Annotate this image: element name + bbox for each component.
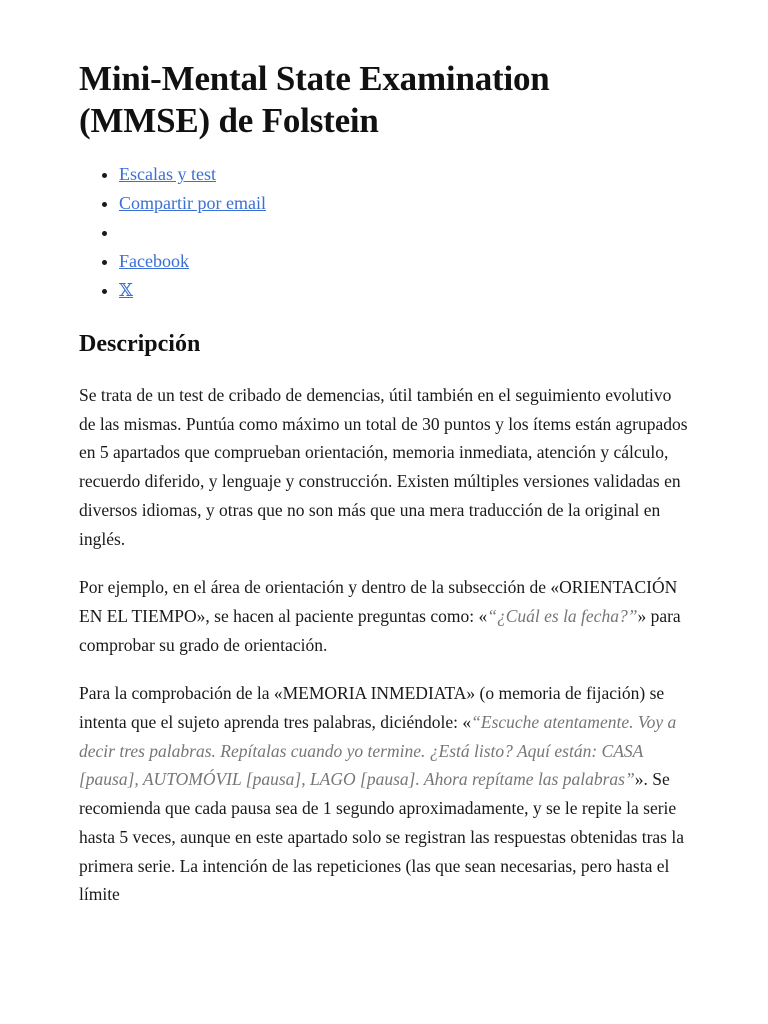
list-item (119, 160, 689, 189)
page-title-line-2: (MMSE) de Folstein (79, 101, 379, 140)
paragraph-3 (79, 679, 689, 909)
paragraph-1: Se trata de un test de cribado de demencias, útil también en el seguimiento evolutivo de las mismas. Puntúa como máximo un total de 30 puntos y los ítems están agrupados en 5 apartados que comprueban orientación, memoria inmediata, atención y cálculo, recuerdo diferido, y lenguaje y construcción. Existen múltiples versiones validadas en diversos idiomas, y otras que no son más que una mera traducción de la original en inglés. (79, 385, 688, 549)
paragraph-3-text-after: ». Se recomienda que cada pausa sea de 1 segundo aproximadamente, y se le repite la serie hasta 5 veces, aunque en este apartado solo se registran las respuestas obtenidas tras la primera serie. La intención de las repeticiones (las que sean necesarias, pero hasta el límite (79, 769, 684, 905)
paragraph-2-quote: “¿Cuál es la fecha?” (487, 605, 638, 626)
list-item (119, 276, 689, 305)
paragraph-2-text-after: » para comprobar su grado de orientación. (79, 605, 681, 655)
list-item (119, 189, 689, 218)
list-item-empty (119, 218, 689, 247)
scales-and-tests-link[interactable]: Escalas y test (119, 164, 216, 184)
x-link[interactable]: 𝕏 (119, 280, 133, 300)
paragraph-3-quote: “Escuche atentamente. Voy a decir tres palabras. Repítalas cuando yo termine. ¿Está listo? Aquí están: CASA [pausa], AUTOMÓVIL [pausa], LAGO [pausa]. Ahora repítame las palabras” (79, 712, 677, 790)
list-item (119, 247, 689, 276)
share-links-list (79, 160, 689, 305)
facebook-link[interactable]: Facebook (119, 251, 189, 271)
paragraph-2-text-before: Por ejemplo, en el área de orientación y dentro de la subsección de «ORIENTACIÓN EN EL TIEMPO», se hacen al paciente preguntas como: « (79, 577, 678, 626)
section-heading: Descripción (79, 331, 201, 357)
page-title (79, 58, 689, 142)
article (79, 58, 689, 909)
page-title-line-1: Mini-Mental State Examination (79, 59, 550, 98)
paragraph-2 (79, 573, 689, 659)
share-by-email-link[interactable]: Compartir por email (119, 193, 266, 213)
paragraph-3-text-before: Para la comprobación de la «MEMORIA INMEDIATA» (o memoria de fijación) se intenta que el sujeto aprenda tres palabras, diciéndole: « (79, 683, 665, 733)
